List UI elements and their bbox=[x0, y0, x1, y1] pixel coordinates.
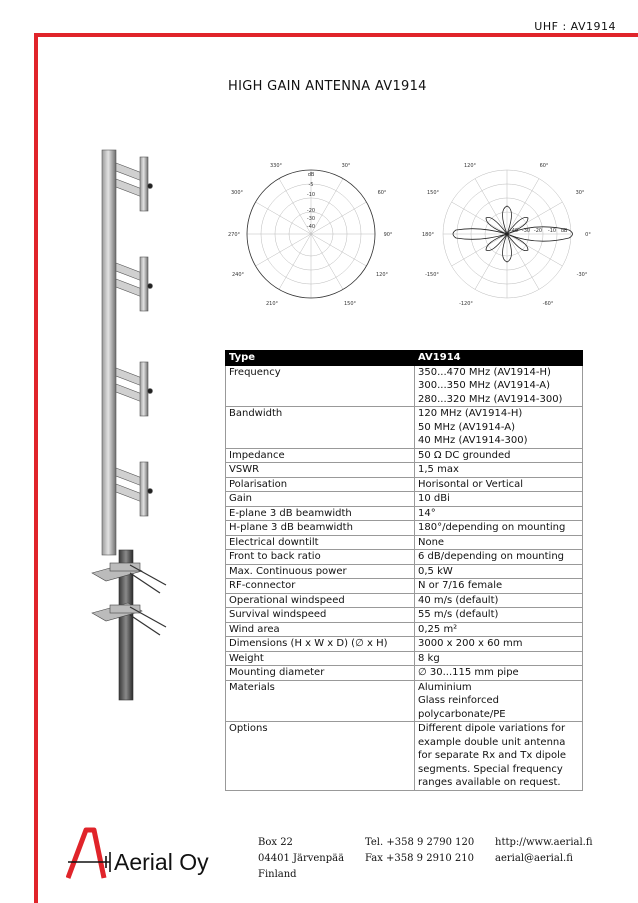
e-angle-label: 0° bbox=[585, 232, 591, 238]
spec-label: Max. Continuous power bbox=[226, 564, 415, 579]
spec-value-line: 6 dB/depending on mounting bbox=[418, 551, 565, 562]
spec-value-line: 300...350 MHz (AV1914-A) bbox=[418, 380, 550, 391]
h-db-label: -40 bbox=[306, 224, 316, 230]
spec-value-line: 3000 x 200 x 60 mm bbox=[418, 638, 523, 649]
spec-value bbox=[415, 521, 583, 536]
spec-header-row bbox=[226, 351, 583, 366]
spec-value-line: 14° bbox=[418, 507, 436, 519]
red-frame-top bbox=[34, 33, 638, 37]
spec-value-line: ∅ 30...115 mm pipe bbox=[418, 667, 519, 678]
contact-address bbox=[258, 835, 344, 883]
logo-text: Aerial Oy bbox=[114, 849, 209, 875]
e-angle-label: 60° bbox=[539, 163, 549, 169]
spec-value-line: Aluminium bbox=[418, 681, 472, 693]
spec-value-line: 55 m/s (default) bbox=[418, 609, 499, 620]
h-angle-label: 30° bbox=[341, 163, 351, 169]
spec-value bbox=[415, 365, 583, 407]
address-line: 04401 Järvenpää bbox=[258, 853, 345, 864]
spec-label: VSWR bbox=[226, 463, 415, 478]
phone-line: Tel. +358 9 2790 120 bbox=[365, 837, 475, 848]
spec-value-line: 0,25 m² bbox=[418, 623, 458, 635]
spec-value-line: 350...470 MHz (AV1914-H) bbox=[418, 366, 551, 378]
spec-header-value: AV1914 bbox=[415, 351, 583, 366]
spec-value-line: 180°/depending on mounting bbox=[418, 522, 566, 533]
spec-value-line: None bbox=[418, 536, 445, 548]
e-angle-label: 30° bbox=[575, 190, 585, 196]
spec-row bbox=[226, 506, 583, 521]
spec-header-label: Type bbox=[226, 351, 415, 366]
h-angle-label: 120° bbox=[375, 272, 389, 278]
h-angle-label: 150° bbox=[343, 301, 357, 307]
spec-value-line: Different dipole variations for bbox=[418, 723, 566, 734]
spec-row bbox=[226, 407, 583, 449]
spec-row bbox=[226, 521, 583, 536]
spec-row bbox=[226, 550, 583, 565]
spec-value-line: 1,5 max bbox=[418, 464, 459, 475]
spec-label: H-plane 3 dB beamwidth bbox=[226, 521, 415, 536]
spec-label: RF-connector bbox=[226, 579, 415, 594]
h-angle-label: 300° bbox=[230, 190, 244, 196]
h-db-label: -10 bbox=[306, 192, 316, 198]
spec-value-line: 50 MHz (AV1914-A) bbox=[418, 421, 516, 433]
spec-label: Impedance bbox=[226, 448, 415, 463]
spec-value-line: example double unit antenna bbox=[418, 736, 566, 748]
spec-row bbox=[226, 535, 583, 550]
spec-value-line: polycarbonate/PE bbox=[418, 708, 506, 720]
spec-value bbox=[415, 651, 583, 666]
spec-row bbox=[226, 365, 583, 407]
spec-row bbox=[226, 463, 583, 478]
spec-value-line: Glass reinforced bbox=[418, 695, 499, 706]
spec-label: E-plane 3 dB beamwidth bbox=[226, 506, 415, 521]
contact-web bbox=[495, 835, 593, 867]
spec-label: Operational windspeed bbox=[226, 593, 415, 608]
address-line: Box 22 bbox=[258, 837, 293, 848]
h-db-label: -5 bbox=[308, 182, 314, 188]
h-db-label: -30 bbox=[306, 216, 316, 222]
spec-value bbox=[415, 492, 583, 507]
e-db-label: dB bbox=[560, 228, 568, 234]
spec-value-line: 280...320 MHz (AV1914-300) bbox=[418, 393, 563, 405]
spec-label: Survival windspeed bbox=[226, 608, 415, 623]
spec-value bbox=[415, 448, 583, 463]
spec-value bbox=[415, 637, 583, 652]
h-angle-label: 330° bbox=[269, 163, 283, 169]
h-angle-label: 60° bbox=[377, 190, 387, 196]
website-link[interactable]: http://www.aerial.fi bbox=[495, 837, 593, 848]
fax-line: Fax +358 9 2910 210 bbox=[365, 853, 474, 864]
antenna-illustration bbox=[80, 145, 180, 705]
spec-value bbox=[415, 666, 583, 681]
spec-value-line: 40 MHz (AV1914-300) bbox=[418, 435, 528, 446]
spec-label: Electrical downtilt bbox=[226, 535, 415, 550]
spec-label: Weight bbox=[226, 651, 415, 666]
spec-row bbox=[226, 722, 583, 791]
spec-value bbox=[415, 622, 583, 637]
spec-label: Gain bbox=[226, 492, 415, 507]
spec-row bbox=[226, 637, 583, 652]
spec-value bbox=[415, 477, 583, 492]
spec-row bbox=[226, 651, 583, 666]
spec-value bbox=[415, 608, 583, 623]
spec-row bbox=[226, 579, 583, 594]
spec-label: Materials bbox=[226, 680, 415, 722]
h-angle-label: 210° bbox=[265, 301, 279, 307]
spec-value bbox=[415, 722, 583, 791]
spec-value bbox=[415, 593, 583, 608]
spec-value-line: segments. Special frequency bbox=[418, 763, 563, 775]
spec-value-line: 0,5 kW bbox=[418, 565, 453, 577]
contact-phone bbox=[365, 835, 474, 867]
spec-row bbox=[226, 680, 583, 722]
spec-value-line: ranges available on request. bbox=[418, 777, 561, 788]
spec-value-line: 40 m/s (default) bbox=[418, 594, 499, 606]
e-db-label: -40 bbox=[509, 228, 519, 234]
e-db-label: -10 bbox=[547, 228, 557, 234]
e-angle-label: -150° bbox=[425, 272, 439, 278]
h-angle-label: 240° bbox=[231, 272, 245, 278]
h-angle-label: 270° bbox=[227, 232, 241, 238]
spec-row bbox=[226, 448, 583, 463]
spec-value-line: 8 kg bbox=[418, 652, 440, 664]
spec-row bbox=[226, 492, 583, 507]
spec-value bbox=[415, 550, 583, 565]
spec-value-line: for separate Rx and Tx dipole bbox=[418, 750, 567, 761]
spec-label: Options bbox=[226, 722, 415, 791]
e-db-label: -20 bbox=[533, 228, 543, 234]
email-link[interactable]: aerial@aerial.fi bbox=[495, 853, 573, 864]
spec-label: Polarisation bbox=[226, 477, 415, 492]
spec-value-line: N or 7/16 female bbox=[418, 580, 503, 591]
aerial-a-icon bbox=[68, 830, 110, 878]
h-plane-polar-plot bbox=[226, 156, 396, 312]
spec-value bbox=[415, 463, 583, 478]
spec-value-line: 10 dBi bbox=[418, 493, 450, 504]
page-title: HIGH GAIN ANTENNA AV1914 bbox=[228, 79, 427, 94]
spec-label: Mounting diameter bbox=[226, 666, 415, 681]
red-frame-left bbox=[34, 33, 38, 903]
spec-value bbox=[415, 535, 583, 550]
e-angle-label: 120° bbox=[463, 163, 477, 169]
h-db-label: -20 bbox=[306, 208, 316, 214]
spec-label: Frequency bbox=[226, 365, 415, 407]
spec-value-line: Horisontal or Vertical bbox=[418, 478, 524, 490]
e-db-label: -30 bbox=[521, 228, 531, 234]
spec-row bbox=[226, 608, 583, 623]
spec-value bbox=[415, 564, 583, 579]
spec-value bbox=[415, 506, 583, 521]
e-angle-label: 180° bbox=[421, 232, 435, 238]
spec-table bbox=[225, 350, 583, 791]
spec-value bbox=[415, 579, 583, 594]
e-angle-label: -30° bbox=[576, 272, 588, 278]
h-angle-label: 90° bbox=[383, 232, 393, 238]
spec-value-line: 120 MHz (AV1914-H) bbox=[418, 408, 523, 419]
spec-row bbox=[226, 622, 583, 637]
spec-value-line: 50 Ω DC grounded bbox=[418, 449, 511, 461]
spec-row bbox=[226, 666, 583, 681]
e-angle-label: -120° bbox=[459, 301, 473, 307]
h-db-label: dB bbox=[307, 172, 315, 178]
spec-label: Bandwidth bbox=[226, 407, 415, 449]
address-line: Finland bbox=[258, 869, 297, 880]
aerial-oy-logo bbox=[66, 826, 248, 882]
e-angle-label: 150° bbox=[426, 190, 440, 196]
spec-label: Dimensions (H x W x D) (∅ x H) bbox=[226, 637, 415, 652]
spec-label: Front to back ratio bbox=[226, 550, 415, 565]
e-angle-label: -60° bbox=[542, 301, 554, 307]
spec-row bbox=[226, 564, 583, 579]
spec-row bbox=[226, 593, 583, 608]
spec-value bbox=[415, 407, 583, 449]
header-tag: UHF : AV1914 bbox=[534, 20, 616, 33]
spec-label: Wind area bbox=[226, 622, 415, 637]
spec-row bbox=[226, 477, 583, 492]
spec-value bbox=[415, 680, 583, 722]
e-plane-polar-plot bbox=[418, 156, 596, 312]
